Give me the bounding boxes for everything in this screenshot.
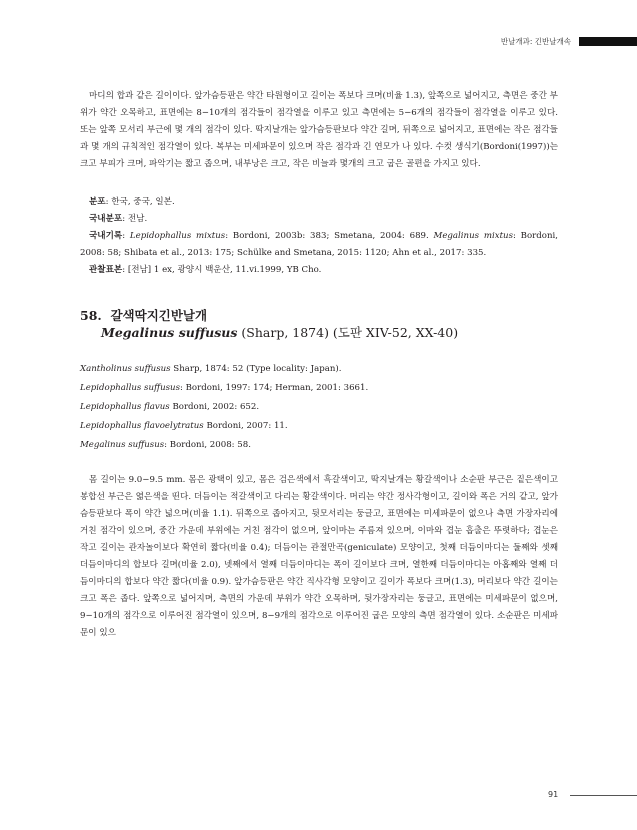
synonymy-list — [80, 360, 558, 455]
synonym-entry — [80, 398, 558, 417]
korea-records-label: 국내기록 — [89, 231, 123, 241]
synonym-ref: Bordoni, 2002: 652. — [169, 402, 260, 412]
synonym-name: Xantholinus suffusus — [80, 364, 171, 374]
records-text-1: : — [122, 231, 130, 241]
specimens-text: : [전남] 1 ex, 광양시 백운산, 11.vi.1999, YB Cho. — [122, 265, 322, 275]
records-taxon-1: Lepidophallus mixtus — [129, 231, 226, 241]
korea-distribution-label: 국내분포 — [89, 214, 123, 224]
korea-distribution-line — [80, 211, 558, 228]
species-subtitle — [80, 324, 558, 341]
distribution-line — [80, 194, 558, 211]
header-bar — [579, 37, 637, 46]
synonym-name: Lepidophallus suffusus — [80, 383, 180, 393]
species-heading — [80, 307, 558, 341]
description-paragraph: 몸 길이는 9.0−9.5 mm. 몸은 광택이 있고, 몸은 검은색에서 흑갈색이고, 딱지날개는 황갈색이나 소순판 부근은 짙은색이고 봉합선 부근은 엷은색을 띤다. 더듬이는 적갈색이고 다리는 황갈색이다. 머리는 약간 정사각형이고, 길이와 폭은 거의 같고, 앞가슴등판보다 폭이 약간 넓으며(비율 1.1). 뒤쪽으로 좁아지고, 뒷모서리는 둥글고, 표면에는 미세파문이 없으나 측면 가장자리에 거친 점각이 있으며, 중간 가운데 부위에는 거친 점각이 없으며, 앞이마는 주름져 있으며, 이마와 겹눈 흡출은 뚜렷하다; 겹눈은 작고 길이는 관자놀이보다 확연히 짧다(비율 0.4); 더듬이는 관절만곡(geniculate) 모양이고, 첫째 더듬이마디는 둘째와 셋째 더듬이마디의 합보다 길며(비율 2.0), 넷째에서 열째 더듬이마디는 폭이 길이보다 크며, 열한째 더듬이마디는 아홉째와 열째 더듬이마디의 합보다 약간 짧다(비율 0.9). 앞가슴등판은 약간 직사각형 모양이고 길이가 폭보다 크며(1.3), 머리보다 약간 길이는 크고 폭은 좁다. 앞쪽으로 넓어지며, 측면의 가운데 부위가 약간 오목하며, 뒷가장자리는 둥글고, 표면에는 미세파문이 없으며, 9−10개의 점각으로 이루어진 점각열이 있으며, 8−9개의 점각으로 이루어진 굽은 모양의 측면 점각열이 있다. 소순판은 미세파문이 있으 — [80, 475, 558, 638]
korea-distribution-text: : 전남. — [122, 214, 148, 224]
page-number: 91 — [548, 790, 559, 799]
synonym-entry — [80, 436, 558, 455]
synonym-ref: Sharp, 1874: 52 (Type locality: Japan). — [170, 364, 342, 374]
distribution-block — [80, 194, 558, 279]
page-content — [80, 88, 558, 642]
synonym-name: Lepidophallus flavus — [80, 402, 170, 412]
synonym-name: Megalinus suffusus — [80, 440, 165, 450]
species-number: 58. — [80, 308, 102, 323]
records-text-3: : Bordoni, 2008: 58; Shibata et al., 2013: 175; Schülke and Smetana, 2015: 1120; Ahn et al., 2017: 335. — [80, 231, 558, 258]
synonym-entry — [80, 360, 558, 379]
species-korean-name: 갈색딱지긴반날개 — [110, 308, 208, 323]
records-text-2: : Bordoni, 2003b: 383; Smetana, 2004: 689. — [225, 231, 434, 241]
running-title: 반날개과: 긴반날개속 — [500, 37, 571, 46]
species-title — [80, 307, 558, 324]
synonym-entry — [80, 417, 558, 436]
footer-rule — [570, 795, 637, 796]
specimens-line — [80, 262, 558, 279]
synonym-ref: : Bordoni, 2008: 58. — [164, 440, 251, 450]
specimens-label: 관찰표본 — [89, 265, 123, 275]
synonym-entry — [80, 379, 558, 398]
distribution-text: : 한국, 중국, 일본. — [105, 197, 175, 207]
running-header — [0, 34, 637, 50]
records-taxon-2: Megalinus mixtus — [433, 231, 513, 241]
paragraph-continued: 마디의 합과 같은 길이이다. 앞가슴등판은 약간 타원형이고 길이는 폭보다 크며(비율 1.3), 앞쪽으로 넓어지고, 측면은 중간 부위가 약간 오목하고, 표면에는 8−10개의 점각들이 점각열을 이루고 있고 측면에는 5−6개의 점각들이 점각열을 이루고 있다. 또는 앞쪽 모서리 부근에 몇 개의 점각이 있다. 딱지날개는 앞가슴등판보다 약간 길며, 뒤쪽으로 넓어지고, 표면에는 작은 점각들과 몇 개의 규칙적인 점각열이 있다. 복부는 미세파문이 있으며 작은 점각과 긴 연모가 나 있다. 수컷 생식기(Bordoni(1997))는 크고 부피가 크며, 파악기는 짧고 좁으며, 내부낭은 크고, 작은 비늘과 몇개의 크고 굽은 골편을 가지고 있다. — [80, 91, 558, 169]
distribution-label: 분포 — [89, 197, 106, 207]
synonym-ref: : Bordoni, 1997: 174; Herman, 2001: 3661. — [179, 383, 369, 393]
synonym-name: Lepidophallus flavoelytratus — [80, 421, 204, 431]
korea-records-line — [80, 228, 558, 262]
species-author: (Sharp, 1874) (도판 XIV-52, XX-40) — [237, 325, 459, 340]
synonym-ref: Bordoni, 2007: 11. — [203, 421, 288, 431]
species-scientific-name: Megalinus suffusus — [101, 325, 238, 340]
